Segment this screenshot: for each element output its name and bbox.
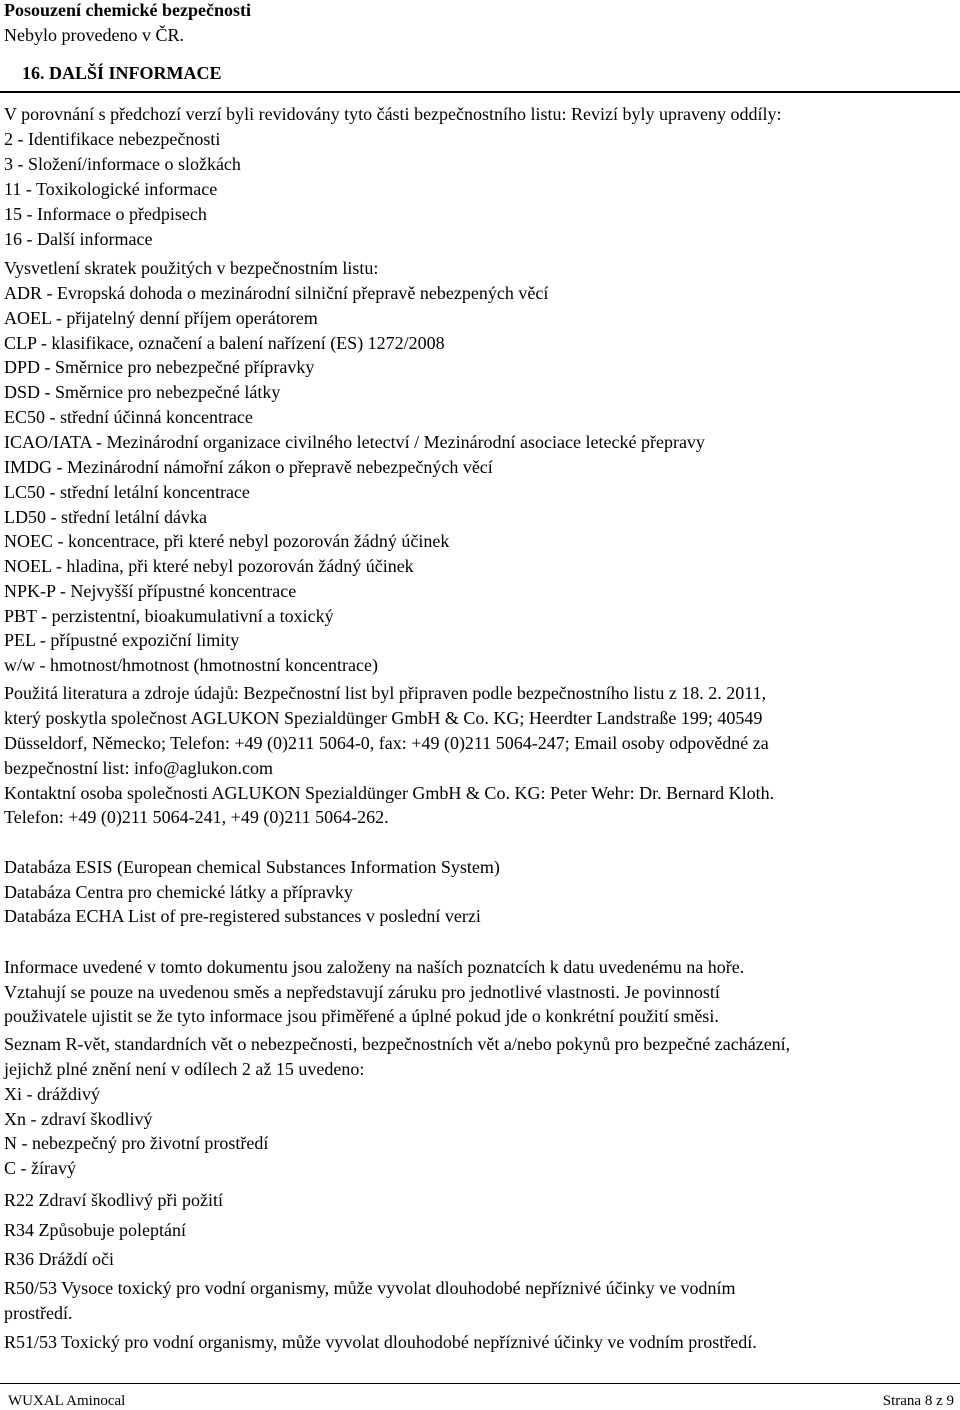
abbreviation-item: LD50 - střední letální dávka: [4, 507, 207, 527]
revised-section-item: 15 - Informace o předpisech: [4, 204, 207, 224]
r-phrase-item: R36 Dráždí oči: [4, 1249, 114, 1269]
abbreviation-item: PBT - perzistentní, bioakumulativní a toxický: [4, 606, 334, 626]
hazard-symbol-item: Xn - zdraví škodlivý: [4, 1109, 153, 1129]
disclaimer-line: použivatele ujistit se že tyto informace jsou přiměřené a úplné pokud jde o konkrétní použití směsi.: [4, 1006, 719, 1026]
literature-line: bezpečnostní list: info@aglukon.com: [4, 758, 274, 778]
literature-line: který poskytla společnost AGLUKON Spezialdünger GmbH & Co. KG; Heerdter Landstraße 199; 40549: [4, 708, 763, 728]
database-item: Databáza ECHA List of pre-registered substances v poslední verzi: [4, 906, 481, 926]
revised-section-item: 11 - Toxikologické informace: [4, 179, 218, 199]
revised-section-item: 2 - Identifikace nebezpečnosti: [4, 129, 221, 149]
r-phrase-item: R51/53 Toxický pro vodní organismy, může vyvolat dlouhodobé nepříznivé účinky ve vodním prostředí.: [4, 1332, 757, 1352]
abbreviation-item: NPK-P - Nejvyšší přípustné koncentrace: [4, 581, 297, 601]
hazard-symbol-item: Xi - dráždivý: [4, 1084, 100, 1104]
abbreviation-item: ICAO/IATA - Mezinárodní organizace civilného letectví / Mezinárodní asociace letecké přepravy: [4, 432, 705, 452]
database-item: Databáza Centra pro chemické látky a přípravky: [4, 882, 353, 902]
r-phrase-item: R50/53 Vysoce toxický pro vodní organismy, může vyvolat dlouhodobé nepříznivé účinky ve vodním: [4, 1278, 736, 1298]
footer-page-number: Strana 8 z 9: [882, 1393, 954, 1409]
contact-line: Telefon: +49 (0)211 5064-241, +49 (0)211 5064-262.: [4, 807, 389, 827]
abbreviation-item: AOEL - přijatelný denní příjem operátorem: [4, 308, 318, 328]
abbreviation-item: NOEC - koncentrace, při které nebyl pozorován žádný účinek: [4, 531, 450, 551]
abbreviation-item: CLP - klasifikace, označení a balení nařízení (ES) 1272/2008: [4, 333, 445, 353]
r-phrase-item: prostředí.: [4, 1303, 73, 1323]
abbreviation-item: PEL - přípustné expoziční limity: [4, 630, 240, 650]
chemical-safety-heading: Posouzení chemické bezpečnosti: [4, 0, 251, 20]
footer-divider: [0, 1383, 960, 1384]
abbreviations-intro: Vysvetlení skratek použitých v bezpečnostním listu:: [4, 258, 379, 278]
hazard-symbol-item: C - žíravý: [4, 1158, 76, 1178]
abbreviation-item: IMDG - Mezinárodní námořní zákon o přepravě nebezpečných věcí: [4, 457, 493, 477]
abbreviation-item: w/w - hmotnost/hmotnost (hmotnostní koncentrace): [4, 655, 378, 675]
r-phrase-item: R22 Zdraví škodlivý při požití: [4, 1190, 223, 1210]
revision-intro: V porovnání s předchozí verzí byli revidovány tyto části bezpečnostního listu: Revizí byly upraveny oddíly:: [4, 104, 782, 124]
contact-line: Kontaktní osoba společnosti AGLUKON Spezialdünger GmbH & Co. KG: Peter Wehr: Dr. Bernard Kloth.: [4, 783, 775, 803]
abbreviation-item: DPD - Směrnice pro nebezpečné přípravky: [4, 357, 315, 377]
revised-section-item: 16 - Další informace: [4, 229, 153, 249]
abbreviation-item: DSD - Směrnice pro nebezpečné látky: [4, 382, 281, 402]
chemical-safety-note: Nebylo provedeno v ČR.: [4, 25, 184, 45]
disclaimer-line: Informace uvedené v tomto dokumentu jsou založeny na naších poznatcích k datu uvedenému na hoře.: [4, 957, 745, 977]
r-phrases-intro-line: jejichž plné znění není v odílech 2 až 15 uvedeno:: [4, 1059, 365, 1079]
footer-product-name: WUXAL Aminocal: [8, 1393, 126, 1409]
abbreviation-item: ADR - Evropská dohoda o mezinárodní silniční přepravě nebezpených věcí: [4, 283, 549, 303]
r-phrases-intro-line: Seznam R-vět, standardních vět o nebezpečnosti, bezpečnostních vět a/nebo pokynů pro bezpečné zacházení,: [4, 1034, 791, 1054]
database-item: Databáza ESIS (European chemical Substances Information System): [4, 857, 500, 877]
literature-line: Düsseldorf, Německo; Telefon: +49 (0)211 5064-0, fax: +49 (0)211 5064-247; Email osoby odpovědné za: [4, 733, 769, 753]
abbreviation-item: NOEL - hladina, při které nebyl pozorován žádný účinek: [4, 556, 414, 576]
abbreviation-item: EC50 - střední účinná koncentrace: [4, 407, 253, 427]
hazard-symbol-item: N - nebezpečný pro životní prostředí: [4, 1133, 269, 1153]
section-title: 16. DALŠÍ INFORMACE: [22, 63, 222, 83]
r-phrase-item: R34 Způsobuje poleptání: [4, 1220, 186, 1240]
literature-line: Použitá literatura a zdroje údajů: Bezpečnostní list byl připraven podle bezpečnostního listu z 18. 2. 2011,: [4, 683, 767, 703]
abbreviation-item: LC50 - střední letální koncentrace: [4, 482, 250, 502]
revised-section-item: 3 - Složení/informace o složkách: [4, 154, 241, 174]
disclaimer-line: Vztahují se pouze na uvedenou směs a nepředstavují záruku pro jednotlivé vlastnosti. Je povinností: [4, 982, 720, 1002]
section-divider: [0, 91, 960, 93]
